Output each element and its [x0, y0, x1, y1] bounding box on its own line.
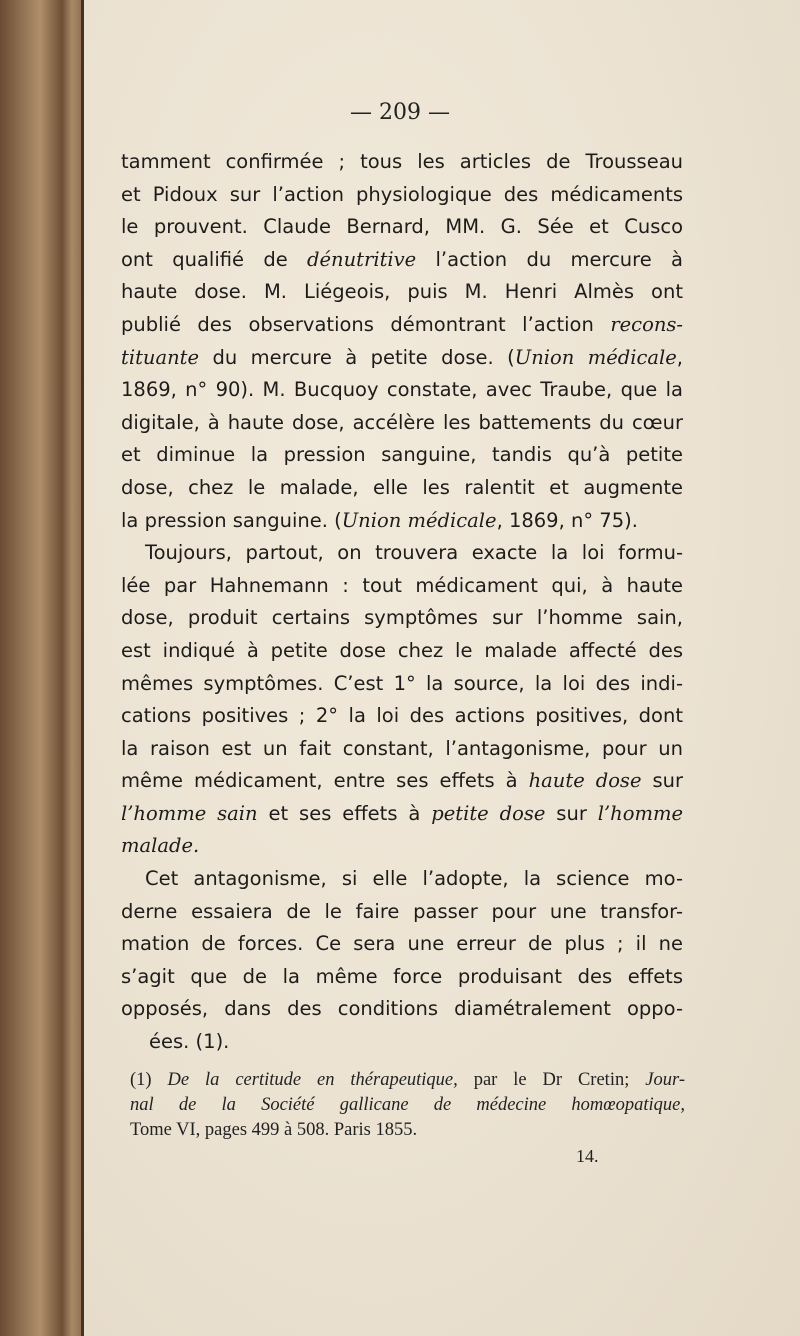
text-line: dose, produit certains symptômes sur l’homme sain,	[121, 606, 683, 630]
text-line: et diminue la pression sanguine, tandis qu’à petite	[121, 443, 683, 467]
text-line: publié des observations démontrant l’action recons-	[121, 312, 683, 336]
text-line: ées. (1).	[149, 1030, 230, 1054]
page-number: — 209 —	[350, 100, 450, 125]
footnote-line: nal de la Société gallicane de médecine homœopatique,	[130, 1094, 685, 1115]
text-line: le prouvent. Claude Bernard, MM. G. Sée et Cusco	[121, 215, 683, 239]
text-line: mêmes symptômes. C’est 1° la source, la loi des indi-	[121, 671, 683, 695]
text-line: mation de forces. Ce sera une erreur de plus ; il ne	[121, 932, 683, 956]
text-line: même médicament, entre ses effets à haute dose sur	[121, 769, 683, 793]
text-line: est indiqué à petite dose chez le malade affecté des	[121, 638, 683, 662]
text-line: 1869, n° 90). M. Bucquoy constate, avec Traube, que la	[121, 378, 683, 402]
text-line: dose, chez le malade, elle les ralentit et augmente	[121, 475, 683, 499]
text-line	[121, 830, 683, 863]
book-spine-gutter	[0, 0, 84, 1336]
text-line: digitale, à haute dose, accélère les battements du cœur	[121, 410, 683, 434]
text-line: l’homme sain et ses effets à petite dose sur l’homme	[121, 801, 684, 825]
signature-mark: 14.	[576, 1146, 599, 1166]
text-line: lée par Hahnemann : tout médicament qui, à haute	[121, 573, 683, 597]
text-line: Cet antagonisme, si elle l’adopte, la science mo-	[145, 867, 683, 891]
journal-title: Union médicale	[341, 508, 497, 532]
text-line: derne essaiera de le faire passer pour une transfor-	[121, 899, 683, 923]
text-line: s’agit que de la même force produisant des effets	[121, 964, 683, 988]
text-line: cations positives ; 2° la loi des actions positives, dont	[121, 704, 683, 728]
body-text	[121, 146, 683, 1059]
italic-phrase: haute dose	[528, 769, 642, 793]
text-line: haute dose. M. Liégeois, puis M. Henri Almès ont	[121, 280, 683, 304]
text-line: la raison est un fait constant, l’antagonisme, pour un	[121, 736, 683, 760]
italic-term: dénutritive	[307, 247, 417, 271]
footnote-line: (1) De la certitude en thérapeutique, par le Dr Cretin; Jour-	[130, 1070, 685, 1090]
text-line: et Pidoux sur l’action physiologique des médicaments	[121, 182, 683, 206]
text-line: opposés, dans des conditions diamétralement oppo-	[121, 997, 683, 1021]
text-line: ont qualifié de dénutritive l’action du mercure à	[121, 247, 683, 271]
italic-phrase: petite dose	[431, 801, 546, 825]
italic-phrase: l’homme	[597, 801, 684, 825]
italic-phrase: malade.	[121, 834, 200, 858]
italic-term: recons-	[610, 312, 683, 336]
text-line: tituante du mercure à petite dose. (Union médicale,	[121, 345, 683, 369]
text-line: Toujours, partout, on trouvera exacte la loi formu-	[145, 541, 683, 565]
journal-title: Union médicale	[514, 345, 677, 369]
footnote	[130, 1068, 685, 1142]
footnote-line: Tome VI, pages 499 à 508. Paris 1855.	[130, 1119, 418, 1140]
text-line: tamment confirmée ; tous les articles de Trousseau	[121, 150, 683, 173]
text-line: la pression sanguine. (Union médicale, 1869, n° 75).	[121, 508, 638, 532]
italic-term: tituante	[121, 345, 200, 369]
italic-phrase: l’homme sain	[121, 801, 258, 825]
